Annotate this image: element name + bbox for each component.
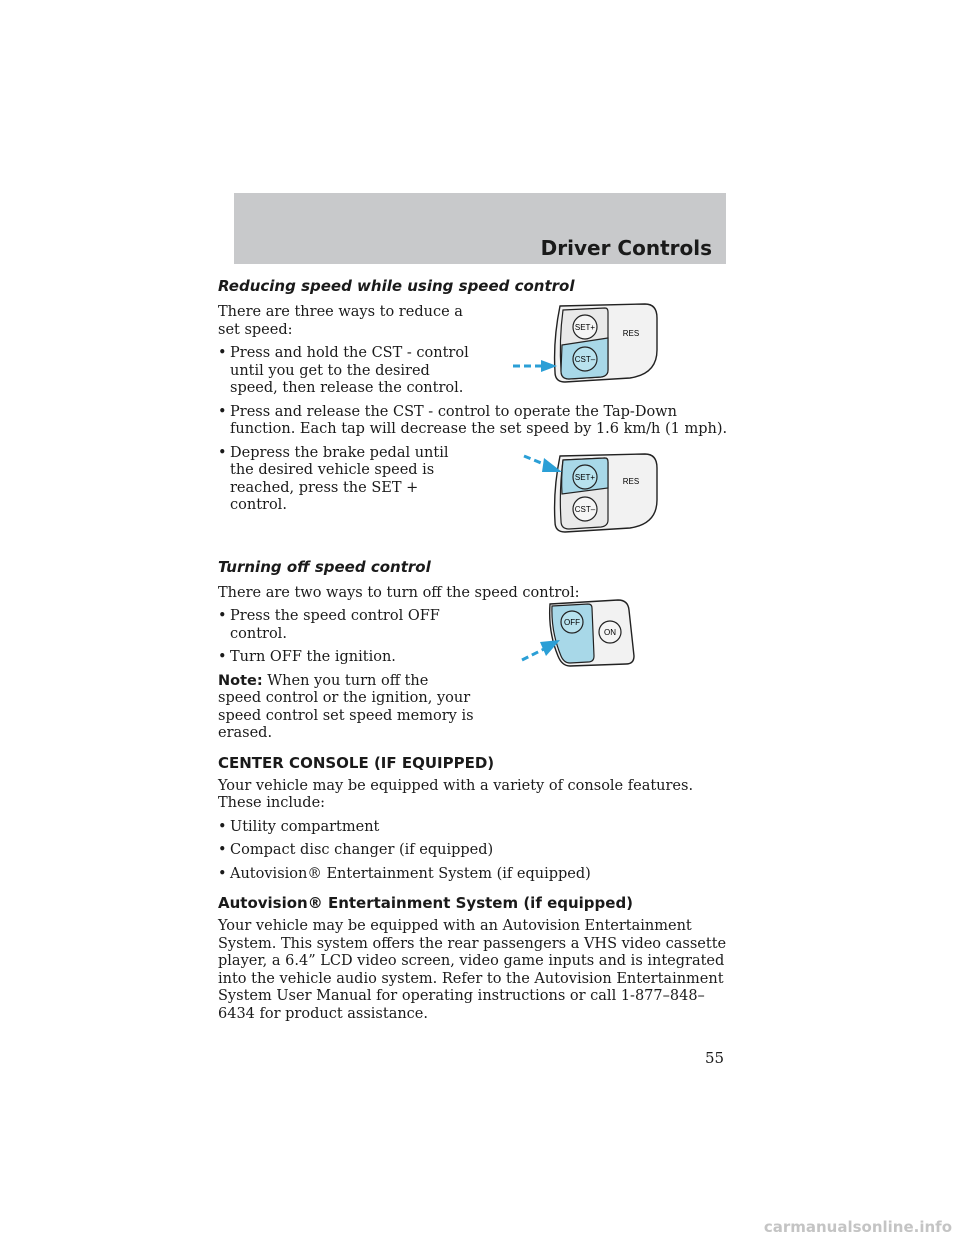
speed-control-off-figure <box>518 596 642 668</box>
res-label: RES <box>622 477 640 486</box>
reducing-intro: There are three ways to reduce a set speed: <box>218 304 463 338</box>
speed-control-set-figure <box>520 448 666 538</box>
list-item: • Compact disc changer (if equipped) <box>218 842 494 858</box>
console-intro: Your vehicle may be equipped with a variety of console features. These include: <box>218 777 694 811</box>
page-number: 55 <box>705 1049 725 1067</box>
off-label: OFF <box>564 618 580 627</box>
cst-label: CST– <box>574 505 596 514</box>
page-content <box>218 276 728 1029</box>
cst-label: CST– <box>574 355 596 364</box>
on-label: ON <box>604 628 616 637</box>
note-label: Note: <box>218 672 263 689</box>
reducing-bullet-3: Depress the brake pedal until the desired vehicle speed is reached, press the SET + control. <box>230 444 449 513</box>
pointer-arrow <box>524 456 546 465</box>
reducing-bullet-1: Press and hold the CST - control until you get to the desired speed, then release the control. <box>230 345 469 396</box>
watermark: carmanualsonline.info <box>763 1218 952 1236</box>
header-band <box>234 193 726 264</box>
list-item: • Press the speed control OFF control. <box>218 608 474 643</box>
res-label: RES <box>622 329 640 338</box>
turning-off-bullet-2: Turn OFF the ignition. <box>230 649 396 665</box>
note-text: When you turn off the speed control or the ignition, your speed control set speed memory is erased. <box>218 672 474 741</box>
list-item: • Depress the brake pedal until the desired vehicle speed is reached, press the SET + control. <box>218 445 474 515</box>
console-bullet-1: Utility compartment <box>230 818 380 835</box>
console-heading: CENTER CONSOLE (IF EQUIPPED) <box>218 753 495 772</box>
autovision-body: Your vehicle may be equipped with an Autovision Entertainment System. This system offers the rear passengers a VHS video cassette player, a 6.4” LCD video screen, video game inputs and is integrated into the vehicle audio system. Refer to the Autovision Entertainment System User Manual for operating instructions or call 1-877–848–6434 for product assistance. <box>218 918 727 1022</box>
speed-control-cst-figure <box>505 300 665 386</box>
list-item: • Press and hold the CST - control until you get to the desired speed, then release the control. <box>218 345 474 398</box>
set-label: SET+ <box>574 473 596 482</box>
pointer-arrow <box>522 649 544 660</box>
turning-off-intro: There are two ways to turn off the speed control: <box>218 584 580 601</box>
list-item: • Press and release the CST - control to operate the Tap-Down function. Each tap will decrease the set speed by 1.6 km/h (1 mph). <box>218 403 728 437</box>
reducing-bullet-2: Press and release the CST - control to operate the Tap-Down function. Each tap will decrease the set speed by 1.6 km/h (1 mph). <box>230 403 728 437</box>
turning-off-bullet-1: Press the speed control OFF control. <box>230 608 440 642</box>
list-item: • Autovision® Entertainment System (if equipped) <box>218 865 591 882</box>
autovision-heading: Autovision® Entertainment System (if equipped) <box>218 894 634 912</box>
list-item: • Utility compartment <box>218 818 380 835</box>
list-item: • Turn OFF the ignition. <box>218 649 396 665</box>
console-bullet-3: Autovision® Entertainment System (if equipped) <box>230 865 591 882</box>
set-label: SET+ <box>574 323 596 332</box>
section-title: Driver Controls <box>540 236 712 260</box>
turning-off-heading: Turning off speed control <box>218 557 431 576</box>
reducing-heading: Reducing speed while using speed control <box>218 277 575 295</box>
turning-off-note <box>218 673 474 743</box>
console-bullet-2: Compact disc changer (if equipped) <box>230 842 494 858</box>
